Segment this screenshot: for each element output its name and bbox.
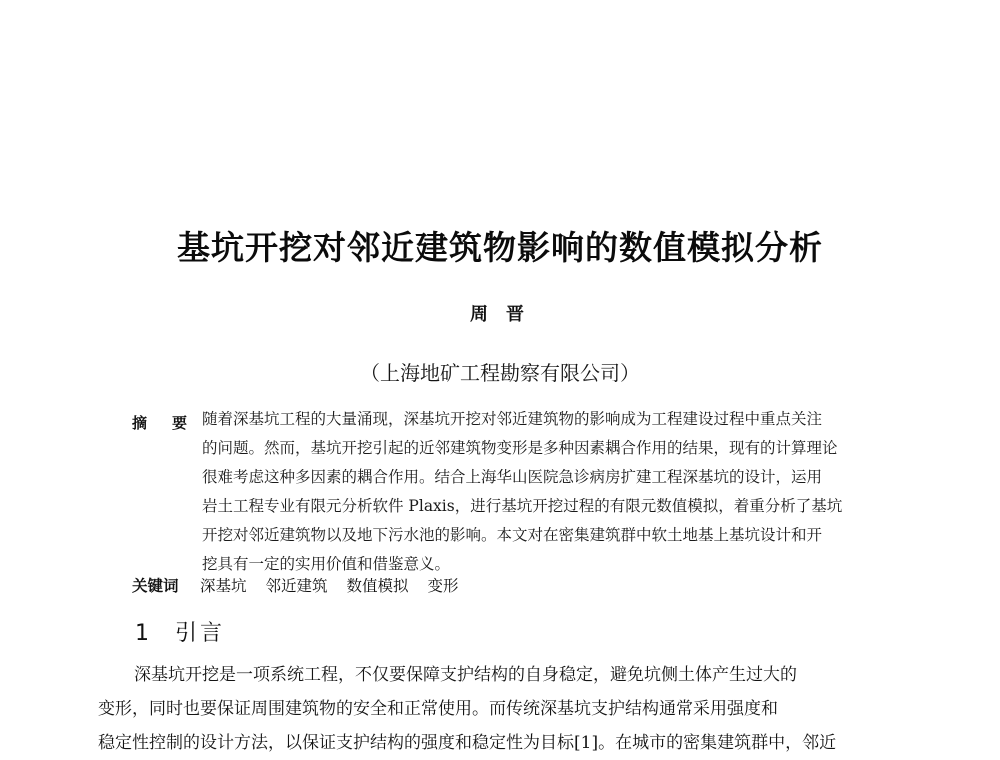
abstract-line: 开挖对邻近建筑物以及地下污水池的影响。本文对在密集建筑群中软土地基上基坑设计和开	[202, 526, 823, 544]
keywords-row	[132, 574, 478, 596]
author-affiliation: （上海地矿工程勘察有限公司）	[360, 361, 640, 385]
abstract-line: 随着深基坑工程的大量涌现，深基坑开挖对邻近建筑物的影响成为工程建设过程中重点关注	[202, 410, 823, 428]
body-line: 深基坑开挖是一项系统工程，不仅要保障支护结构的自身稳定，避免坑侧土体产生过大的	[134, 665, 797, 685]
paper-title: 基坑开挖对邻近建筑物影响的数值模拟分析	[177, 228, 823, 267]
body-text	[98, 658, 901, 760]
abstract-label-char: 要	[171, 414, 187, 432]
author-name: 周晋	[470, 304, 542, 325]
keywords-label: 关键词	[132, 576, 179, 595]
section-number: 1	[135, 621, 149, 646]
abstract-line: 很难考虑这种多因素的耦合作用。结合上海华山医院急诊病房扩建工程深基坑的设计，运用	[202, 468, 823, 486]
body-line: 稳定性控制的设计方法，以保证支护结构的强度和稳定性为目标[1]。在城市的密集建筑群中，邻近	[98, 733, 837, 753]
keyword-item: 深基坑	[200, 577, 247, 595]
body-line: 变形，同时也要保证周围建筑物的安全和正常使用。而传统深基坑支护结构通常采用强度和	[98, 699, 778, 719]
abstract-text	[202, 405, 898, 579]
abstract-line: 的问题。然而，基坑开挖引起的近邻建筑物变形是多种因素耦合作用的结果，现有的计算理论	[202, 439, 838, 457]
keyword-item: 邻近建筑	[265, 577, 328, 595]
abstract-line: 挖具有一定的实用价值和借鉴意义。	[202, 555, 451, 573]
abstract-label-char: 摘	[132, 414, 148, 432]
abstract-label	[132, 412, 187, 433]
keyword-item: 变形	[427, 577, 459, 595]
section-heading	[135, 616, 225, 647]
keyword-item: 数值模拟	[346, 577, 409, 595]
abstract-line: 岩土工程专业有限元分析软件 Plaxis，进行基坑开挖过程的有限元数值模拟，着重分析了基坑	[202, 497, 843, 515]
section-title: 引言	[175, 621, 226, 646]
